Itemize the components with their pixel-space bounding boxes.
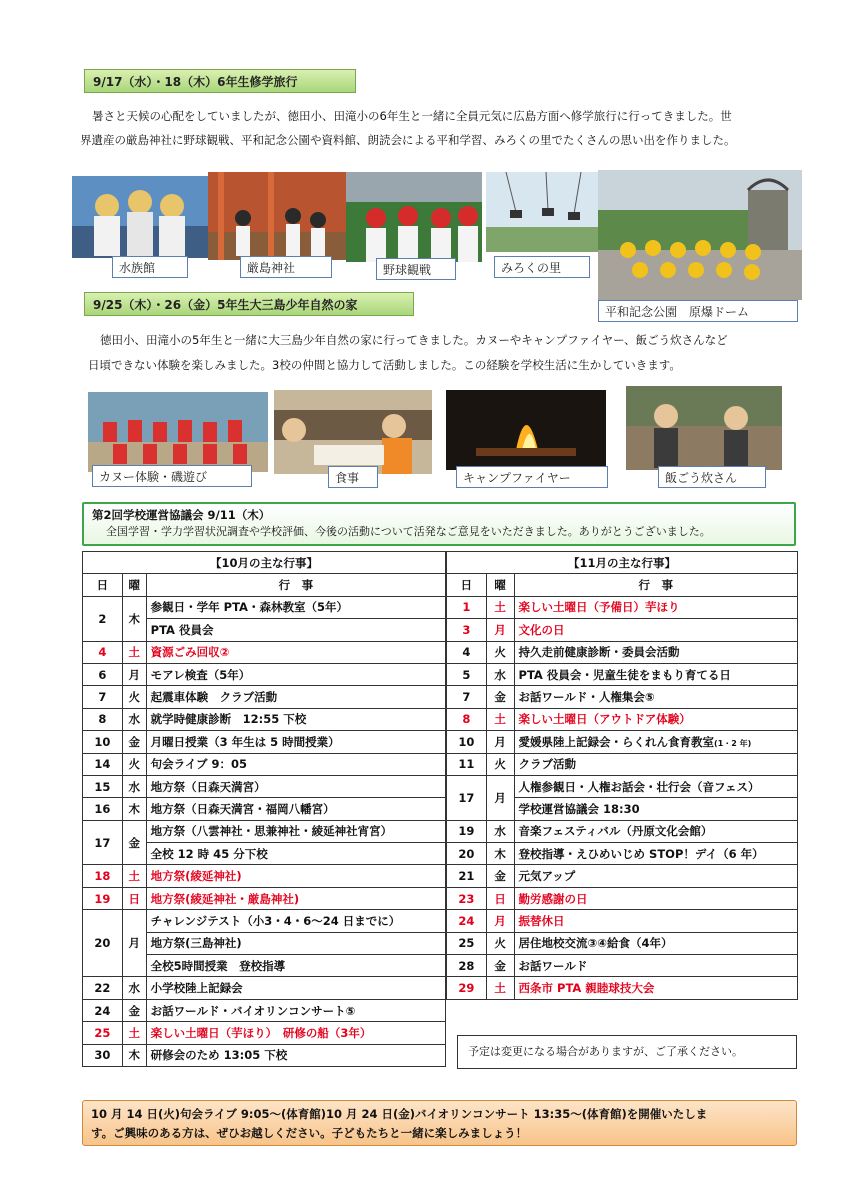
weekday-cell: 金: [122, 731, 146, 753]
weekday-cell: 水: [122, 977, 146, 999]
event-cell: 研修会のため 13:05 下校: [146, 1044, 445, 1066]
weekday-cell: 火: [486, 641, 514, 663]
photo-cooking: [626, 386, 782, 470]
event-cell: 月曜日授業（3 年生は 5 時間授業）: [146, 731, 445, 753]
weekday-cell: 金: [486, 686, 514, 708]
november-title: 【11月の主な行事】: [447, 552, 798, 574]
event-cell: 音楽フェスティバル（丹原文化会館）: [514, 820, 797, 842]
table-row: 1: [447, 596, 487, 618]
october-col-event: 行 事: [146, 574, 445, 596]
footer-announcement: [82, 1100, 797, 1146]
october-col-day: 日: [83, 574, 123, 596]
weekday-cell: 土: [122, 1022, 146, 1044]
event-cell: 就学時健康診断 12:55 下校: [146, 708, 445, 730]
weekday-cell: 土: [122, 865, 146, 887]
event-cell: 居住地校交流③④給食（4年）: [514, 932, 797, 954]
council-box: [82, 502, 796, 546]
weekday-cell: 月: [486, 910, 514, 932]
table-row: 20: [447, 843, 487, 865]
event-cell: 起震車体験 クラブ活動: [146, 686, 445, 708]
event-cell: 元気アップ: [514, 865, 797, 887]
event-text: 愛媛県陸上記録会・らくれん食育教室: [518, 734, 715, 749]
event-cell: 句会ライブ 9：05: [146, 753, 445, 775]
table-row: 16: [83, 798, 123, 820]
event-cell: 西条市 PTA 親睦球技大会: [514, 977, 797, 999]
november-col-event: 行 事: [514, 574, 797, 596]
weekday-cell: 火: [486, 753, 514, 775]
caption-itsukushima: 厳島神社: [240, 256, 332, 278]
caption-baseball: 野球観戦: [376, 258, 456, 280]
weekday-cell: 月: [122, 663, 146, 685]
table-row: 22: [83, 977, 123, 999]
event-cell: 地方祭（日森天満宮・福岡八幡宮）: [146, 798, 445, 820]
table-row: 19: [83, 887, 123, 909]
caption-aquarium: 水族館: [112, 256, 188, 278]
table-row: 2: [83, 596, 123, 641]
photo-campfire: [446, 390, 606, 470]
weekday-cell: 火: [122, 686, 146, 708]
caption-cooking: 飯ごう炊さん: [658, 466, 766, 488]
photo-meal: [274, 390, 432, 474]
council-title: 第2回学校運営協議会 9/11（木）: [92, 508, 271, 522]
event-cell: クラブ活動: [514, 753, 797, 775]
table-row: 10: [447, 731, 487, 753]
weekday-cell: 土: [486, 977, 514, 999]
event-cell: 楽しい土曜日（予備日）芋ほり: [514, 596, 797, 618]
event-cell: [514, 731, 797, 753]
caption-peace-park: 平和記念公園 原爆ドーム: [598, 300, 798, 322]
trip5-title: 9/25（木）・26（金）5年生大三島少年自然の家: [84, 292, 414, 316]
october-col-weekday: 曜: [122, 574, 146, 596]
event-cell: お話ワールド・人権集会⑤: [514, 686, 797, 708]
table-row: 20: [83, 910, 123, 977]
photo-peace-park: [598, 170, 802, 300]
table-row: 5: [447, 663, 487, 685]
trip5-line1: 徳田小、田滝小の5年生と一緒に大三島少年自然の家に行ってきました。カヌーやキャンプファイヤー、飯ごう炊さんなど: [100, 333, 728, 347]
event-cell: PTA 役員会: [146, 619, 445, 641]
weekday-cell: 水: [122, 708, 146, 730]
caption-meal: 食事: [328, 466, 378, 488]
weekday-cell: 金: [486, 955, 514, 977]
event-cell: 楽しい土曜日（芋ほり） 研修の船（3年）: [146, 1022, 445, 1044]
event-cell: 地方祭（八雲神社・思兼神社・綾延神社宵宮）: [146, 820, 445, 842]
weekday-cell: 木: [122, 798, 146, 820]
event-cell: 楽しい土曜日（アウトドア体験）: [514, 708, 797, 730]
table-row: 25: [447, 932, 487, 954]
table-row: 3: [447, 619, 487, 641]
event-cell: 地方祭(綾延神社・厳島神社): [146, 887, 445, 909]
weekday-cell: 月: [486, 775, 514, 820]
weekday-cell: 火: [122, 753, 146, 775]
event-cell: チャレンジテスト（小3・4・6～24 日までに）: [146, 910, 445, 932]
weekday-cell: 日: [486, 887, 514, 909]
schedule-note: 予定は変更になる場合がありますが、ご了承ください。: [457, 1035, 797, 1069]
event-grade-note: (1・2 年): [714, 738, 752, 748]
table-row: 10: [83, 731, 123, 753]
weekday-cell: 土: [486, 708, 514, 730]
event-cell: 地方祭(三島神社): [146, 932, 445, 954]
event-cell: 小学校陸上記録会: [146, 977, 445, 999]
october-title: 【10月の主な行事】: [83, 552, 446, 574]
table-row: 18: [83, 865, 123, 887]
table-row: 28: [447, 955, 487, 977]
photo-aquarium: [72, 176, 210, 258]
event-cell: 全校 12 時 45 分下校: [146, 843, 445, 865]
weekday-cell: 金: [122, 999, 146, 1021]
table-row: 24: [447, 910, 487, 932]
october-table: [82, 551, 446, 1067]
table-row: 21: [447, 865, 487, 887]
weekday-cell: 木: [486, 843, 514, 865]
photo-baseball: [346, 172, 482, 262]
event-cell: 持久走前健康診断・委員会活動: [514, 641, 797, 663]
footer-line2: す。ご興味のある方は、ぜひお越しください。子どもたちと一緒に楽しみましょう！: [91, 1126, 528, 1140]
table-row: 7: [447, 686, 487, 708]
table-row: 24: [83, 999, 123, 1021]
event-cell: 勤労感謝の日: [514, 887, 797, 909]
event-cell: 資源ごみ回収②: [146, 641, 445, 663]
table-row: 7: [83, 686, 123, 708]
weekday-cell: 木: [122, 596, 146, 641]
event-cell: 学校運営協議会 18:30: [514, 798, 797, 820]
table-row: 14: [83, 753, 123, 775]
weekday-cell: 月: [122, 910, 146, 977]
weekday-cell: 月: [486, 619, 514, 641]
event-cell: 参観日・学年 PTA・森林教室（5年）: [146, 596, 445, 618]
november-table: [446, 551, 798, 1000]
trip6-line2: 界遺産の厳島神社に野球観戦、平和記念公園や資料館、朗読会による平和学習、みろくの里でたくさんの思い出を作りました。: [80, 133, 736, 147]
weekday-cell: 水: [486, 820, 514, 842]
event-cell: お話ワールド・バイオリンコンサート⑤: [146, 999, 445, 1021]
weekday-cell: 木: [122, 1044, 146, 1066]
event-cell: 地方祭(綾延神社): [146, 865, 445, 887]
trip6-title: 9/17（水）・18（木）6年生修学旅行: [84, 69, 356, 93]
footer-line1: 10 月 14 日(火)句会ライブ 9:05～(体育館)10 月 24 日(金)バイオリンコンサート 13:35～(体育館)を開催いたしま: [91, 1107, 708, 1121]
photo-itsukushima: [208, 172, 348, 260]
weekday-cell: 土: [122, 641, 146, 663]
event-cell: 振替休日: [514, 910, 797, 932]
weekday-cell: 日: [122, 887, 146, 909]
event-cell: PTA 役員会・児童生徒をまもり育てる日: [514, 663, 797, 685]
table-row: 29: [447, 977, 487, 999]
event-cell: お話ワールド: [514, 955, 797, 977]
photo-mirokunosato: [486, 172, 602, 252]
table-row: 8: [447, 708, 487, 730]
trip5-line2: 日頃できない体験を楽しみました。3校の仲間と協力して活動しました。この経験を学校生活に生かしていきます。: [88, 358, 681, 372]
caption-mirokunosato: みろくの里: [494, 256, 590, 278]
weekday-cell: 月: [486, 731, 514, 753]
photo-canoe: [88, 392, 268, 472]
trip6-line1: 暑さと天候の心配をしていましたが、徳田小、田滝小の6年生と一緒に全員元気に広島方面へ修学旅行に行ってきました。世: [92, 109, 732, 123]
table-row: 25: [83, 1022, 123, 1044]
november-col-weekday: 曜: [486, 574, 514, 596]
event-cell: 地方祭（日森天満宮）: [146, 775, 445, 797]
table-row: 17: [447, 775, 487, 820]
event-cell: 登校指導・えひめいじめ STOP！デイ（6 年）: [514, 843, 797, 865]
weekday-cell: 水: [486, 663, 514, 685]
table-row: 17: [83, 820, 123, 865]
table-row: 4: [83, 641, 123, 663]
table-row: 19: [447, 820, 487, 842]
caption-canoe: カヌー体験・磯遊び: [92, 465, 252, 487]
weekday-cell: 土: [486, 596, 514, 618]
november-col-day: 日: [447, 574, 487, 596]
table-row: 8: [83, 708, 123, 730]
council-text: 全国学習・学力学習状況調査や学校評価、今後の活動について活発なご意見をいただきました。ありがとうございました。: [106, 525, 711, 538]
table-row: 4: [447, 641, 487, 663]
weekday-cell: 金: [486, 865, 514, 887]
weekday-cell: 金: [122, 820, 146, 865]
event-cell: モアレ検査（5年）: [146, 663, 445, 685]
event-cell: 文化の日: [514, 619, 797, 641]
table-row: 30: [83, 1044, 123, 1066]
table-row: 15: [83, 775, 123, 797]
caption-campfire: キャンプファイヤー: [456, 466, 608, 488]
weekday-cell: 水: [122, 775, 146, 797]
event-cell: 人権参観日・人権お話会・壮行会（音フェス）: [514, 775, 797, 797]
table-row: 23: [447, 887, 487, 909]
table-row: 11: [447, 753, 487, 775]
table-row: 6: [83, 663, 123, 685]
event-cell: 全校5時間授業 登校指導: [146, 955, 445, 977]
weekday-cell: 火: [486, 932, 514, 954]
